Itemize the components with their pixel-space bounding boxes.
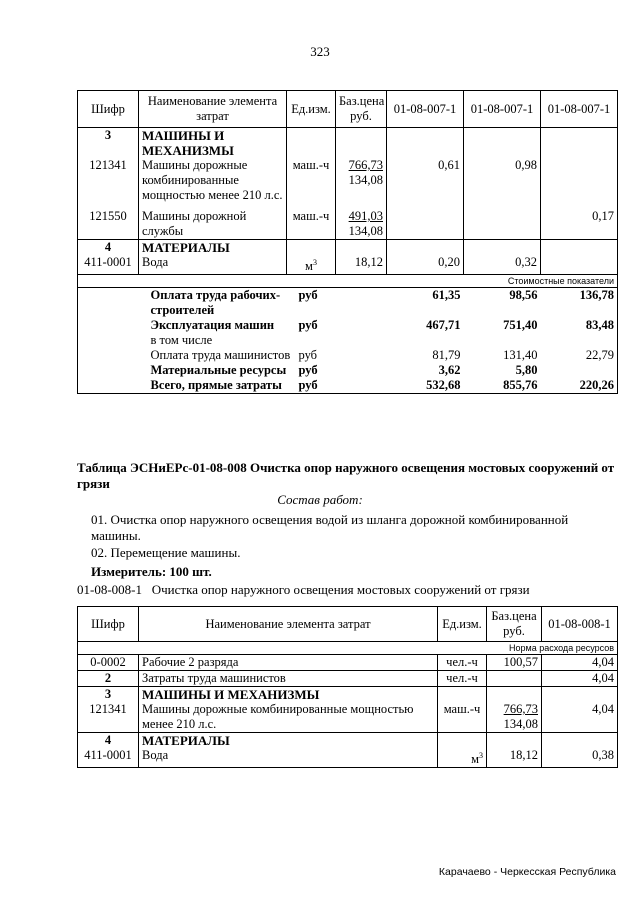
summary-name: в том числе <box>150 333 213 348</box>
summary-row <box>78 363 618 378</box>
cell-code: 411-0001 <box>78 748 139 768</box>
cell-code: 121550 <box>78 203 139 240</box>
summary-row <box>78 318 618 333</box>
header-name: Наименование элемента затрат <box>139 91 287 128</box>
section-title: МАТЕРИАЛЫ <box>139 733 438 749</box>
table-header-row <box>78 91 618 128</box>
header-unit: Ед.изм. <box>438 607 487 642</box>
cell-unit-sup: 3 <box>312 258 317 267</box>
cell-price-top: 766,73 <box>503 702 538 716</box>
table-row <box>78 255 618 275</box>
table-row <box>78 671 618 687</box>
cell-unit: маш.-ч <box>438 702 487 733</box>
cell-price: 100,57 <box>487 655 542 671</box>
section-code: 4 <box>78 240 139 256</box>
summary-value: 855,76 <box>464 378 541 394</box>
section-title: МАШИНЫ И МЕХАНИЗМЫ <box>139 687 438 703</box>
cell-code: 411-0001 <box>78 255 139 275</box>
summary-value: 532,68 <box>387 378 464 394</box>
cell-name: Машины дорожные комбинированные мощностью менее 210 л.с. <box>139 158 287 203</box>
summary-value: 220,26 <box>541 378 618 394</box>
cell-value: 0,61 <box>387 158 464 203</box>
summary-value: 751,40 <box>503 318 538 333</box>
cell-code: 2 <box>78 671 139 687</box>
table-row <box>78 203 618 240</box>
summary-row <box>78 378 618 394</box>
header-code: Шифр <box>78 91 139 128</box>
cell-value <box>541 158 618 203</box>
summary-value: 467,71 <box>426 318 461 333</box>
table-subtitle: 01-08-008-1 Очистка опор наружного освещения мостовых сооружений от грязи <box>77 582 530 597</box>
cell-name: Рабочие 2 разряда <box>139 655 438 671</box>
cell-value: 0,17 <box>541 203 618 240</box>
cell-value: 4,04 <box>542 702 618 733</box>
cell-unit-sup: 3 <box>479 751 483 760</box>
cell-value: 4,04 <box>542 671 618 687</box>
cell-unit: чел.-ч <box>438 655 487 671</box>
section-title: МАШИНЫ И МЕХАНИЗМЫ <box>139 128 287 159</box>
summary-unit: руб <box>298 318 318 333</box>
cell-name: Затраты труда машинистов <box>139 671 438 687</box>
summary-row <box>78 348 618 363</box>
summary-value <box>541 363 618 378</box>
cell-price-top: 766,73 <box>348 158 383 172</box>
summary-name: Оплата труда рабочих-строителей <box>150 288 281 318</box>
cell-value: 0,38 <box>542 748 618 768</box>
page-number: 323 <box>310 44 330 59</box>
header-code-a: 01-08-007-1 <box>387 91 464 128</box>
section-row <box>78 733 618 749</box>
table-header-row <box>78 607 618 642</box>
summary-value: 61,35 <box>432 288 461 303</box>
cell-value <box>464 203 541 240</box>
section-row <box>78 240 618 256</box>
section-row <box>78 128 618 159</box>
norm-row <box>78 642 618 655</box>
summary-value: 5,80 <box>515 363 538 378</box>
header-code-a: 01-08-008-1 <box>542 607 618 642</box>
cell-value: 4,04 <box>542 655 618 671</box>
summary-value: 83,48 <box>541 318 618 333</box>
table-row <box>78 702 618 733</box>
cost-indicators-label: Стоимостные показатели <box>78 275 618 288</box>
table-row <box>78 158 618 203</box>
summary-unit: руб <box>296 378 347 394</box>
summary-name: Эксплуатация машин <box>150 318 275 333</box>
cell-code: 0-0002 <box>78 655 139 671</box>
work-item-1: 01. Очистка опор наружного освещения водой из шланга дорожной комбинированной машины. <box>91 512 569 543</box>
summary-value: 136,78 <box>541 288 618 319</box>
summary-row <box>78 288 618 319</box>
cell-price-bottom: 134,08 <box>503 717 538 731</box>
work-heading: Состав работ: <box>277 492 363 507</box>
resource-table-1 <box>77 90 618 394</box>
cell-price: 18,12 <box>336 255 387 275</box>
work-item-2: 02. Перемещение машины. <box>91 545 241 560</box>
summary-value: 22,79 <box>541 348 618 363</box>
cell-name: Машины дорожные комбинированные мощностью менее 210 л.с. <box>139 702 438 733</box>
cell-name: Вода <box>139 748 438 768</box>
cost-indicators-row <box>78 275 618 288</box>
section-row <box>78 687 618 703</box>
summary-name: Оплата труда машинистов <box>150 348 291 363</box>
table-row <box>78 655 618 671</box>
cell-unit: м <box>305 259 313 274</box>
cell-value: 0,20 <box>387 255 464 275</box>
cell-price-bottom: 134,08 <box>348 173 383 187</box>
cell-unit: м <box>471 752 479 767</box>
cell-value <box>541 255 618 275</box>
section-code: 4 <box>78 733 139 749</box>
header-unit: Ед.изм. <box>287 91 336 128</box>
cell-value <box>387 203 464 240</box>
cell-name: Вода <box>139 255 287 275</box>
cell-price <box>487 671 542 687</box>
summary-unit: руб <box>298 363 318 378</box>
cell-code: 121341 <box>78 158 139 203</box>
cell-code: 121341 <box>78 702 139 733</box>
summary-row <box>78 333 618 348</box>
summary-value: 98,56 <box>509 288 538 303</box>
summary-name: Всего, прямые затраты <box>139 378 336 394</box>
header-price: Баз.цена руб. <box>487 607 542 642</box>
summary-unit: руб <box>298 288 318 303</box>
summary-unit: руб <box>298 348 318 363</box>
norm-label: Норма расхода ресурсов <box>78 642 618 655</box>
summary-name: Материальные ресурсы <box>150 363 287 378</box>
cell-price-top: 491,03 <box>348 209 383 223</box>
section-title: Таблица ЭСНиЕРс-01-08-008 Очистка опор наружного освещения мостовых сооружений от грязи <box>77 460 615 491</box>
cell-unit: маш.-ч <box>287 203 336 240</box>
header-name: Наименование элемента затрат <box>139 607 438 642</box>
summary-value: 131,40 <box>503 348 538 363</box>
section-code: 3 <box>78 687 139 703</box>
section-code: 3 <box>78 128 139 159</box>
cell-value: 0,98 <box>464 158 541 203</box>
header-code-b: 01-08-007-1 <box>464 91 541 128</box>
cell-value: 0,32 <box>464 255 541 275</box>
cell-unit: чел.-ч <box>438 671 487 687</box>
footer-region: Карачаево - Черкесская Республика <box>438 866 616 878</box>
cell-unit: маш.-ч <box>287 158 336 203</box>
cell-price-bottom: 134,08 <box>348 224 383 238</box>
measure-unit: Измеритель: 100 шт. <box>91 564 212 579</box>
header-price: Баз.цена руб. <box>336 91 387 128</box>
cell-price: 18,12 <box>487 748 542 768</box>
summary-value: 81,79 <box>432 348 461 363</box>
section-title: МАТЕРИАЛЫ <box>139 240 287 256</box>
summary-value: 3,62 <box>438 363 461 378</box>
cell-name: Машины дорожной службы <box>139 203 287 240</box>
header-code-c: 01-08-007-1 <box>541 91 618 128</box>
table-row <box>78 748 618 768</box>
resource-table-2 <box>77 606 618 768</box>
header-code: Шифр <box>78 607 139 642</box>
